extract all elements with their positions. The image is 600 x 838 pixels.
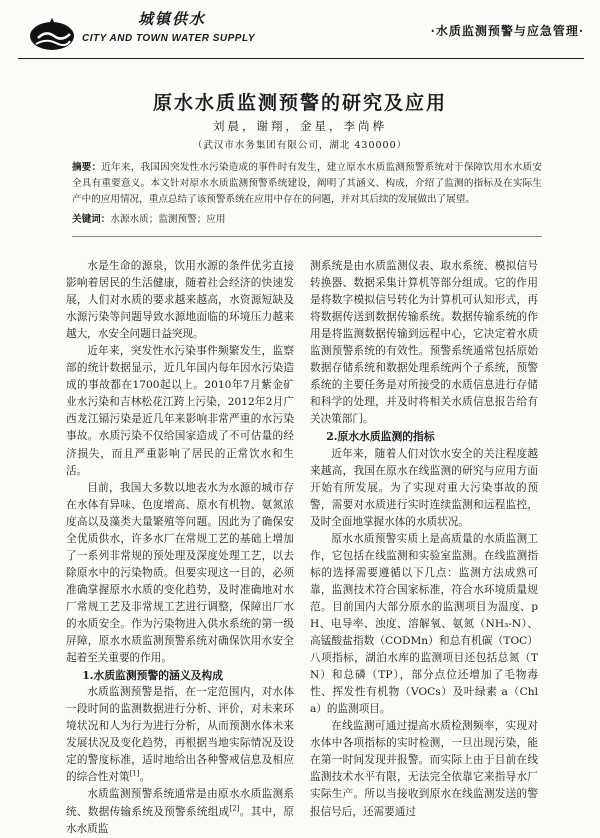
- abstract-text: 近年来，我国因突发性水污染造成的事件时有发生，建立原水水质监测预警系统对于保障饮用水水质安全具有重要意义。本文针对原水水质监测预警系统建设，阐明了其涵义、构成，介绍了监测的指标及在实际生产中的应用情况，重点总结了该预警系统在应用中存在的问题，并对其后续的发展做出了展望。: [72, 162, 543, 205]
- abstract-label: 摘要：: [72, 162, 102, 173]
- abstract-divider: [72, 236, 542, 237]
- paragraph: 目前，我国大多数以地表水为水源的城市存在水体有异味、色度增高、原水有机物、氨氮浓度高以及藻类大量繁殖等问题。因此为了确保安全优质供水，许多水厂在常规工艺的基础上增加了一系列非常规的预处理及深度处理工艺，以去除原水中的污染物质。但要实现这一目的，必须准确掌握原水水质的变化趋势，及时准确地对水厂常规工艺及非常规工艺进行调整，保障出厂水的水质安全。作为污染物进入供水系统的第一级屏障，原水水质监测预警系统对确保饮用水安全起着至关重要的作用。: [66, 481, 294, 665]
- paragraph: 近年来，突发性水污染事件频繁发生，监察部的统计数据显示，近几年国内每年因水污染造成的事故都在1700起以上。2010年7月紫金矿业水污染和吉林松花江跨上污染，2012年2月广西龙江镉污染是近几年来影响非常严重的水污染事故。水质污染不仅给国家造成了不可估量的经济损失，而且严重影响了居民的正常饮水和生活。: [66, 345, 294, 477]
- body-column-right: [310, 258, 538, 821]
- keywords-label: 关键词：: [72, 214, 111, 225]
- paragraph: 在线监测可通过提高水质检测频率，实现对水体中各项指标的实时检测，一旦出现污染，能在第一时间发现并报警。而实际上由于目前在线监测技术水平有限，无法完全依靠它来指导水厂实际生产。所以当接收到原水在线监测发送的警报信号后，还需要通过: [310, 720, 538, 818]
- paragraph: 水质监测预警是指，在一定范围内，对水体一段时间的监测数据进行分析、评价，对未来环境状况和人为行为进行分析，从而预测水体未来发展状况及变化趋势，再根据当地实际情况及设定的警度标准，适时地给出各种警戒信息及相应的综合性对策[1]。: [66, 686, 294, 784]
- citation-ref: [1]: [129, 769, 140, 778]
- header-divider: [18, 58, 584, 59]
- section-heading-1: 1.水质监测预警的涵义及构成: [82, 669, 224, 683]
- paragraph: 原水水质预警实质上是高质量的水质监测工作，它包括在线监测和实验室监测。在线监测指标的选择需要遵循以下几点：监测方法成熟可靠，监测技术符合国家标准，符合水环境质量规范。目前国内大部分原水的监测项目为温度、pH、电导率、浊度、溶解氧、氨氮（NH₃-N）、高锰酸盐指数（CODMn）和总有机碳（TOC）八项指标，湖泊水库的监测项目还包括总氮（TN）和总磷（TP），部分点位还增加了毛物毒性、挥发性有机物（VOCs）及叶绿素 a（Chla）的监测项目。: [310, 532, 538, 716]
- abstract: [72, 160, 542, 208]
- article-title: 原水水质监测预警的研究及应用: [152, 92, 447, 114]
- paragraph: 水质监测预警系统通常是由原水水质监测系统、数据传输系统及预警系统组成[2]。其中，原水水质监: [66, 788, 295, 835]
- water-drop-logo-icon: [28, 14, 76, 54]
- section-tag: ·水质监测预警与应急管理·: [430, 24, 584, 38]
- section-heading-2: 2.原水水质监测的指标: [326, 430, 435, 444]
- keywords-text: 水源水质；监测预警；应用: [110, 214, 226, 225]
- logo-english-text: CITY AND TOWN WATER SUPPLY: [82, 33, 256, 44]
- keywords: [72, 212, 542, 228]
- paragraph: 测系统是由水质监测仪表、取水系统、模拟信号转换器、数据采集计算机等部分组成。它的作用是将数字模拟信号转化为计算机可认知形式，再将数据传送到数据传输系统。数据传输系统的作用是将监测数据传输到远程中心，它决定着水质监测预警系统的有效性。预警系统通常包括原始数据存储系统和数据处理系统两个子系统，预警系统的主要任务是对所接受的水质信息进行存储和科学的处理，并及时将相关水质信息报告给有关决策部门。: [310, 260, 538, 426]
- journal-logo: [18, 6, 268, 58]
- paragraph: 近年来，随着人们对饮水安全的关注程度越来越高，我国在原水在线监测的研究与应用方面开始有所发展。为了实现对重大污染事故的预警，需要对水质进行实时连续监测和远程监控，及时全面地掌握水体的水质状况。: [310, 447, 538, 528]
- citation-ref: [2]: [229, 803, 240, 812]
- paragraph: 水是生命的源泉，饮用水源的条件优劣直接影响着居民的生活健康，随着社会经济的快速发展，人们对水质的要求越来越高，水资源短缺及水源污染等问题导致水源地面临的环境压力越来越大，水安全问题日益突现。: [66, 260, 294, 341]
- logo-chinese-text: 城镇供水: [138, 10, 207, 28]
- article-affiliation: （武汉市水务集团有限公司，湖北 430000）: [192, 140, 408, 151]
- body-column-left: [66, 258, 294, 838]
- article-authors: 刘晨，谢翔，金星，李尚桦: [213, 119, 387, 133]
